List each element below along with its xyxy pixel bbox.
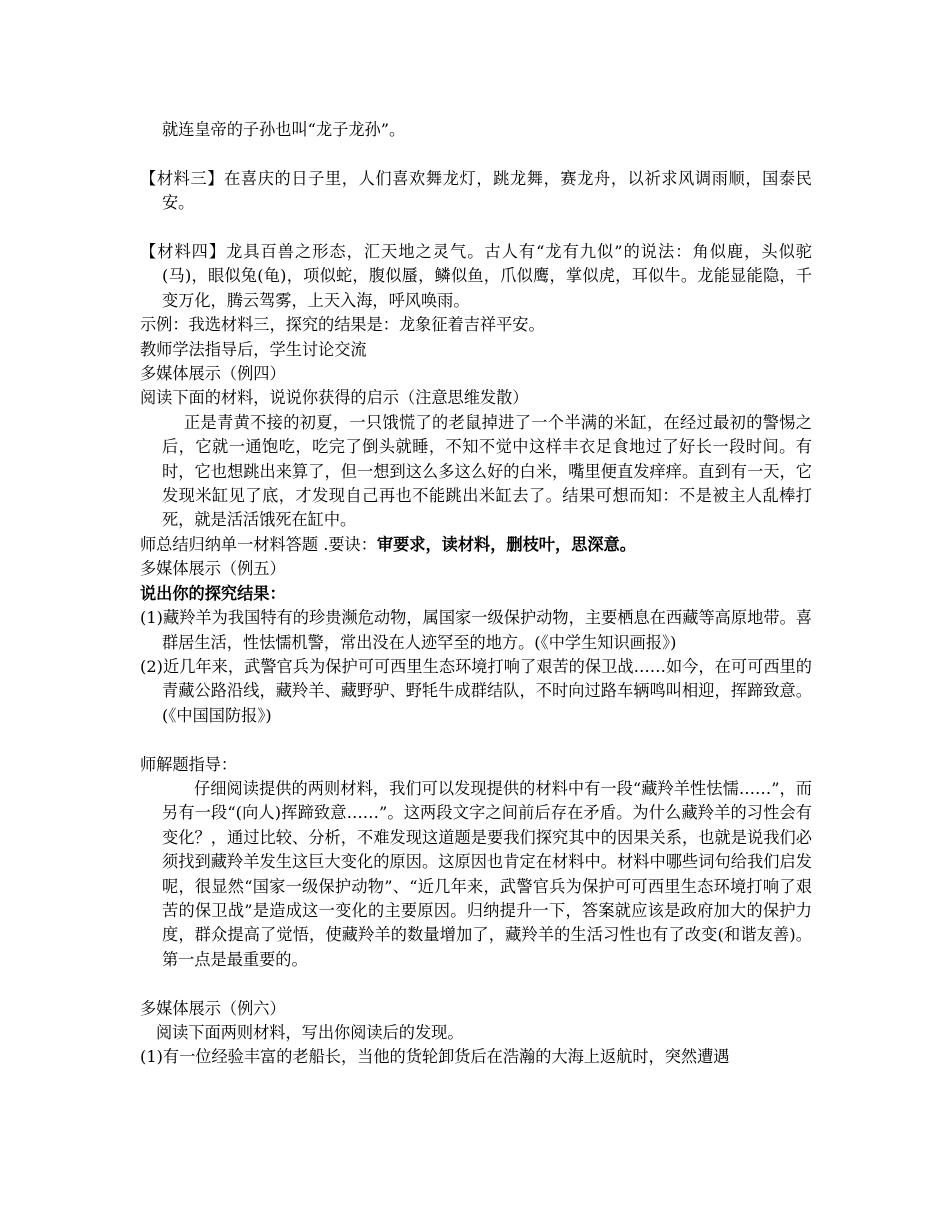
text-line: 就连皇帝的子孙也叫“龙子龙孙”。 [162,120,406,139]
material-item-two: (2)近几年来，武警官兵为保护可可西里生态环境打响了艰苦的保卫战……如今，在可可西里的青藏公路沿线，藏羚羊、藏野驴、野牦牛成群结队，不时向过路车辆鸣叫相迎，挥蹄致意。(《中国国防报》) [140,656,812,725]
guide-title: 师解题指导： [140,754,238,774]
spacer [140,972,812,996]
media-example-four: 多媒体展示（例四） [140,364,286,384]
spacer [140,142,812,166]
media-example-six: 多媒体展示（例六） [140,998,286,1018]
summary-key-points: 审要求，读材料，删枝叶，思深意。 [376,534,636,554]
result-title: 说出你的探究结果： [140,583,286,603]
material-three: 【材料三】在喜庆的日子里，人们喜欢舞龙灯，跳龙舞，赛龙舟，以祈求风调雨顺，国泰民安。 [140,168,812,213]
teacher-guide-line: 教师学法指导后，学生讨论交流 [140,339,367,359]
material-item-one: (1)藏羚羊为我国特有的珍贵濒危动物，属国家一级保护动物，主要栖息在西藏等高原地带。喜群居生活，性怯懦机警，常出没在人迹罕至的地方。(《中学生知识画报》) [140,608,812,652]
material-four: 【材料四】龙具百兽之形态，汇天地之灵气。古人有“龙有九似”的说法：角似鹿，头似驼 (马)，眼似兔(龟)，项似蛇，腹似蜃，鳞似鱼，爪似鹰，掌似虎，耳似牛。龙能显能隐，千变万化，腾云驾雾，上天入海，呼风唤雨。 [140,242,812,310]
reading-prompt-six: 阅读下面两则材料，写出你阅读后的发现。 [156,1022,464,1042]
material-six-item-one: (1)有一位经验丰富的老船长，当他的货轮卸货后在浩瀚的大海上返航时，突然遭遇 [140,1047,730,1067]
example-line: 示例：我选材料三，探究的结果是：龙象征着吉祥平安。 [140,315,545,335]
guide-text: 仔细阅读提供的两则材料，我们可以发现提供的材料中有一段“藏羚羊性怯懦……”，而另有一段“(向人)挥蹄致意……”。这两段文字之间前后存在矛盾。为什么藏羚羊的习性会有变化？，通过比较、分析，不难发现这道题是要我们探究其中的因果关系，也就是说我们必须找到藏羚羊发生这巨大变化的原因。这原因也肯定在材料中。材料中哪些词句给我们启发呢，很显然“国家一级保护动物”、“近几年来，武警官兵为保护可可西里生态环境打响了艰苦的保卫战”是造成这一变化的主要原因。归纳提升一下，答案就应该是政府加大的保护力度，群众提高了觉悟，使藏羚羊的数量增加了，藏羚羊的生活习性也有了改变(和谐友善)。第一点是最重要的。 [162,778,812,969]
summary-line [140,533,812,557]
spacer [140,216,812,240]
spacer [140,728,812,752]
mouse-story: 正是青黄不接的初夏，一只饿慌了的老鼠掉进了一个半满的米缸，在经过最初的警惕之后，它就一通饱吃，吃完了倒头就睡，不知不觉中这样丰衣足食地过了好长一段时间。有时，它也想跳出来算了，但一想到这么多这么好的白米，嘴里便直发痒痒。直到有一天，它发现米缸见了底，才发现自己再也不能跳出米缸去了。结果可想而知：不是被主人乱棒打死，就是活活饿死在缸中。 [162,412,812,530]
summary-prefix: 师总结归纳单一材料答题 .要诀： [140,534,377,554]
reading-prompt-four: 阅读下面的材料，说说你获得的启示（注意思维发散） [140,388,529,408]
media-example-five: 多媒体展示（例五） [140,559,286,579]
document-page [140,118,812,1070]
